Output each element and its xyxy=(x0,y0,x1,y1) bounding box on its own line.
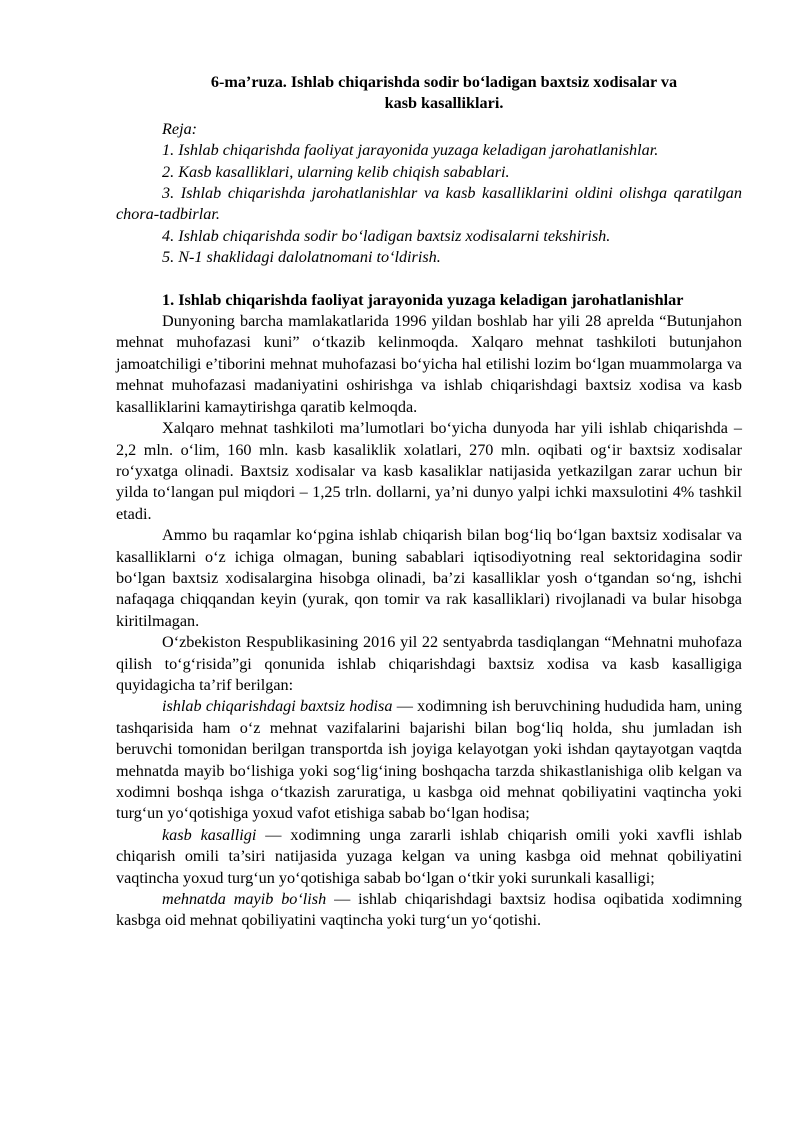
plan-label: Reja: xyxy=(162,119,198,138)
plan-item-5: 5. N-1 shaklidagi dalolatnomani to‘ldirish. xyxy=(162,248,441,267)
definition-term: ishlab chiqarishdagi baxtsiz hodisa xyxy=(162,697,393,716)
paragraph-1: Dunyoning barcha mamlakatlarida 1996 yildan boshlab har yili 28 aprelda “Butunjahon mehnat muhofazasi kuni” o‘tkazib kelinmoqda. Xalqaro mehnat tashkiloti butunjahon jamoatchiligi e’tiborini mehnat muhofazasi bo‘yicha hal etilishi lozim bo‘lgan muammolarga va mehnat muhofazasi madaniyatini oshirishga va ishlab chiqarishdagi baxtsiz xodisa va kasb kasalliklarini kamaytirishga qaratib kelmoqda. xyxy=(116,312,742,416)
definition-work-injury xyxy=(116,889,742,932)
paragraph-3: Ammo bu raqamlar ko‘pgina ishlab chiqarish bilan bog‘liq bo‘lgan baxtsiz xodisalar va kasalliklarni o‘z ichiga olmagan, buning sabablari iqtisodiyotning real sektoridagina sodir bo‘lgan baxtsiz xodisalargina hisobga olinadi, ba’zi kasalliklar yosh o‘tgandan so‘ng, ishchi nafaqaga chiqqandan keyin (yurak, qon tomir va rak kasalliklari) rivojlanadi va bular hisobga kiritilmagan. xyxy=(116,526,742,630)
lecture-title-line-1: 6-ma’ruza. Ishlab chiqarishda sodir bo‘ladigan baxtsiz xodisalar va xyxy=(210,73,678,91)
paragraph-2: Xalqaro mehnat tashkiloti ma’lumotlari bo‘yicha dunyoda har yili ishlab chiqarishda – 2,2 mln. o‘lim, 160 mln. kasb kasaliklik xolatlari, 270 mln. oqibati og‘ir baxtsiz xodisalar ro‘yxatga olinadi. Baxtsiz xodisalar va kasb kasaliklar natijasida yetkazilgan zarar uchun bir yilda to‘langan pul miqdori – 1,25 trln. dollarni, ya’ni dunyo yalpi ichki maxsulotini 4% tashkil etadi. xyxy=(116,419,742,523)
plan-item-2: 2. Kasb kasalliklari, ularning kelib chiqish sabablari. xyxy=(162,162,510,181)
plan-section xyxy=(116,119,742,269)
plan-item-4: 4. Ishlab chiqarishda sodir bo‘ladigan baxtsiz xodisalarni tekshirish. xyxy=(162,226,611,245)
definition-text: — ishlab chiqarishdagi baxtsiz hodisa oqibatida xodimning kasbga oid mehnat qobiliyatini vaqtincha yoki turg‘un yo‘qotishi. xyxy=(116,890,743,930)
definition-term: mehnatda mayib bo‘lish xyxy=(162,890,327,909)
lecture-title xyxy=(116,72,742,115)
definition-text: — xodimning ish beruvchining hududida ham, uning tashqarisida ham o‘z mehnat vazifalarini bajarishi bilan bog‘liq holda, shu jumladan ish beruvchi tomonidan berilgan transportda ish joyiga kelayotgan yoki ishdan qaytayotgan vaqtda mehnatda mayib bo‘lishiga yoki sog‘lig‘ining boshqacha tarzda shikastlanishiga olib kelgan va xodimni boshqa ishga o‘tkazish zaruratiga, u kasbga oid mehnat qobiliyatini vaqtincha yoki turg‘un yo‘qotishiga yoxud vafot etishiga sabab bo‘lgan hodisa; xyxy=(116,697,742,823)
definition-occupational-disease xyxy=(116,825,742,889)
plan-item-1: 1. Ishlab chiqarishda faoliyat jarayonida yuzaga keladigan jarohatlanishlar. xyxy=(162,141,659,160)
body-text xyxy=(116,311,742,932)
plan-item-3: 3. Ishlab chiqarishda jarohatlanishlar va kasb kasalliklarini oldini olishga qaratilgan chora-tadbirlar. xyxy=(116,184,742,224)
paragraph-4: O‘zbekiston Respublikasining 2016 yil 22 sentyabrda tasdiqlangan “Mehnatni muhofaza qilish to‘g‘risida”gi qonunida ishlab chiqarishdagi baxtsiz xodisa va kasb kasalligiga quyidagicha ta’rif berilgan: xyxy=(116,633,742,694)
section-1-heading: 1. Ishlab chiqarishda faoliyat jarayonida yuzaga keladigan jarohatlanishlar xyxy=(162,290,684,309)
lecture-title-line-2: kasb kasalliklari. xyxy=(384,94,504,113)
document-page xyxy=(116,72,742,932)
definition-term: kasb kasalligi xyxy=(162,825,257,844)
spacer xyxy=(116,269,742,290)
definition-text: — xodimning unga zararli ishlab chiqarish omili yoki xavfli ishlab chiqarish omili ta’siri natijasida yuzaga kelgan va uning kasbga oid mehnat qobiliyatini vaqtincha yoxud turg‘un yo‘qotishiga sabab bo‘lgan o‘tkir yoki surunkali kasalligi; xyxy=(116,825,742,887)
definition-accident xyxy=(116,696,742,824)
